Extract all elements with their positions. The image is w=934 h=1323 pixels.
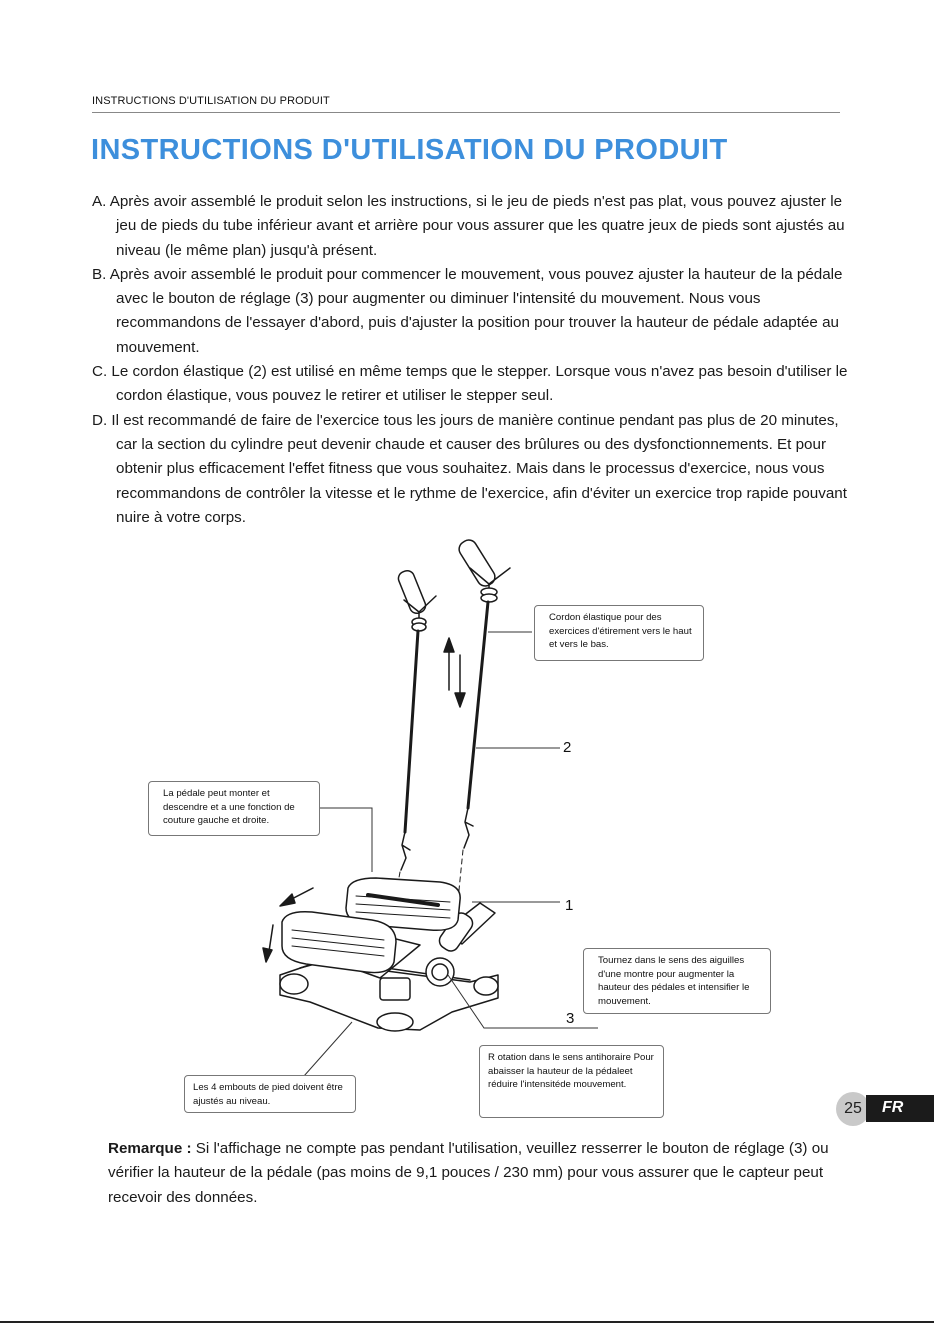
note-text: Si l'affichage ne compte pas pendant l'utilisation, veuillez resserrer le bouton de réglage (3) ou vérifier la hauteur de la pédale (pas moins de 9,1 pouces / 230 mm) pour vous assurer que le capteur peut recevoir des données. — [108, 1140, 829, 1206]
page-number: 25 — [836, 1092, 870, 1126]
note-paragraph — [108, 1137, 848, 1210]
callout-elastic-cord: Cordon élastique pour des exercices d'étirement vers le haut et vers le bas. — [534, 605, 704, 661]
left-elastic-cord — [405, 631, 418, 832]
right-handle — [456, 537, 510, 602]
instruction-c: C. Le cordon élastique (2) est utilisé en même temps que le stepper. Lorsque vous n'avez pas besoin d'utiliser le cordon élastique, vous pouvez le retirer et utiliser le stepper seul. — [92, 363, 848, 405]
callout-feet: Les 4 embouts de pied doivent être ajustés au niveau. — [184, 1075, 356, 1113]
instruction-d: D. Il est recommandé de faire de l'exercice tous les jours de manière continue pendant pas plus de 20 minutes, car la section du cylindre peut devenir chaude et causer des brûlures ou des dysfonctionnements. Et pour obtenir plus efficacement l'effet fitness que vous souhaitez. Mais dans le processus d'exercice, nous vous recommandons de contrôler la vitesse et le rythme de l'exercice, afin d'éviter un exercice trop rapide pouvant nuire à votre corps. — [92, 411, 847, 526]
page-title: INSTRUCTIONS D'UTILISATION DU PRODUIT — [91, 134, 728, 166]
label-knob-3: 3 — [566, 1010, 575, 1027]
language-label: FR — [882, 1099, 904, 1116]
label-cylinder-1: 1 — [565, 897, 574, 914]
callout-counterclockwise: R otation dans le sens antihoraire Pour abaisser la hauteur de la pédaleet réduire l'intensitéde mouvement. — [479, 1045, 664, 1118]
label-cord-2: 2 — [563, 739, 572, 756]
language-tab — [866, 1095, 934, 1122]
callout-clockwise: Tournez dans le sens des aiguilles d'une montre pour augmenter la hauteur des pédales et intensifier le mouvement. — [583, 948, 771, 1014]
front-pedal — [282, 912, 396, 973]
instruction-b: B. Après avoir assemblé le produit pour commencer le mouvement, vous pouvez ajuster la hauteur de la pédale avec le bouton de réglage (3) pour augmenter ou diminuer l'intensité du mouvement. Nous vous recommandons de l'essayer d'abord, puis d'ajuster la position pour trouver la hauteur de pédale adaptée au mouvement. — [92, 265, 843, 356]
stepper-illustration — [0, 530, 934, 1130]
callout-pedal: La pédale peut monter et descendre et a une fonction de couture gauche et droite. — [148, 781, 320, 836]
right-elastic-cord — [468, 602, 488, 808]
note-label: Remarque : — [108, 1140, 192, 1157]
running-header: INSTRUCTIONS D'UTILISATION DU PRODUIT — [92, 95, 330, 107]
instruction-list — [92, 190, 862, 530]
instruction-a: A. Après avoir assemblé le produit selon les instructions, si le jeu de pieds n'est pas plat, vous pouvez ajuster le jeu de pieds du tube inférieur avant et arrière pour vous assurer que les quatre jeux de pieds sont ajustés au niveau (le même plan) jusqu'à présent. — [92, 193, 845, 259]
left-handle — [396, 569, 436, 631]
header-rule — [92, 112, 840, 113]
